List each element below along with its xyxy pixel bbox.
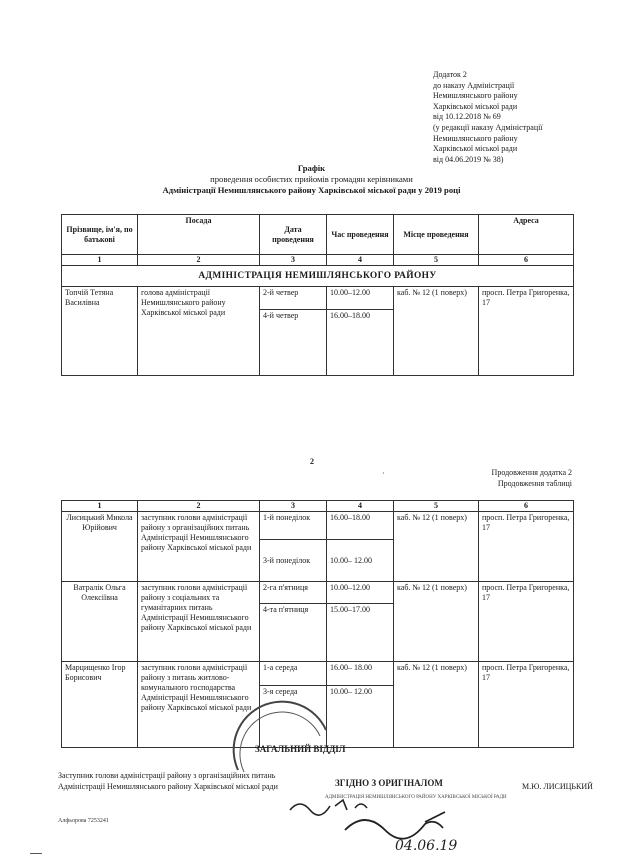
cell-position: заступник голови адміністрації району з соціальних та гуманітарних питань Адміністрації Немишлянського району Харківської міської ради (138, 582, 260, 662)
col-number: 6 (479, 501, 574, 512)
cell-date: 3-я середа (260, 686, 327, 748)
footer-line-1: Заступник голови адміністрації району з організаційних питань (58, 771, 276, 780)
cell-address: просп. Петра Григоренка, 17 (479, 582, 574, 662)
cell-position: заступник голови адміністрації району з питань житлово-комунального господарства Адміністрації Немишлянського району Харківської міської ради (138, 662, 260, 748)
cell-time: 10.00–12.00 (327, 287, 394, 310)
col-number: 5 (394, 501, 479, 512)
speck: · (382, 469, 385, 478)
signature-name: М.Ю. ЛИСИЦЬКИЙ (522, 782, 593, 791)
header-place: Місце проведення (394, 215, 479, 255)
title-line-1: Графік (297, 163, 326, 173)
appendix-note (433, 70, 543, 165)
appendix-line: Немишлянського району (433, 133, 518, 143)
footer-line-2: Адміністрації Немишлянського району Харківської міської ради (58, 781, 278, 791)
title-line-3: Адміністрації Немишлянського району Харківської міської ради у 2019 році (162, 185, 461, 195)
table-row (62, 512, 574, 540)
cell-address: просп. Петра Григоренка, 17 (479, 662, 574, 748)
handwritten-signature-2 (345, 812, 445, 839)
cell-name: Ватралік Ольга Олексіївна (62, 582, 138, 662)
col-number: 3 (260, 255, 327, 266)
cell-date: 1-й понеділок (260, 512, 327, 540)
handwritten-date: 04.06.19 (395, 838, 458, 854)
cell-date: 4-й четвер (260, 310, 327, 376)
cell-time: 10.00–12.00 (327, 582, 394, 604)
cell-time: 16.00–18.00 (327, 512, 394, 540)
cell-date: 3-й понеділок (260, 540, 327, 582)
table-row (62, 662, 574, 686)
certification-stamp (285, 778, 507, 860)
header-date: Дата проведення (260, 215, 327, 255)
title-line-2: проведення особистих прийомів громадян керівниками (210, 174, 413, 184)
cell-place: каб. № 12 (1 поверх) (394, 582, 479, 662)
continuation-note (440, 468, 572, 489)
appendix-line: від 04.06.2019 № 38) (433, 154, 504, 164)
appendix-line: Харківської міської ради (433, 144, 518, 154)
cell-place: каб. № 12 (1 поверх) (394, 287, 479, 376)
header-address: Адреса (479, 215, 574, 255)
cell-position: голова адміністрації Немишлянського району Харківської міської ради (138, 287, 260, 376)
table-row (62, 582, 574, 604)
appendix-line: від 10.12.2018 № 69 (433, 112, 501, 122)
page-number: 2 (310, 457, 314, 466)
appendix-line: Немишлянського району (433, 91, 518, 101)
appendix-line: Харківської міської ради (433, 101, 518, 111)
cell-position: заступник голови адміністрації району з організаційних питань Адміністрації Немишлянського району Харківської міської ради (138, 512, 260, 582)
cell-time: 10.00– 12.00 (327, 686, 394, 748)
appendix-line: Додаток 2 (433, 70, 467, 79)
col-number: 4 (327, 255, 394, 266)
col-number: 2 (138, 501, 260, 512)
col-number: 3 (260, 501, 327, 512)
col-number: 1 (62, 255, 138, 266)
cell-time: 15.00–17.00 (327, 604, 394, 662)
schedule-table-page1 (61, 214, 574, 376)
document-title (0, 163, 623, 196)
appendix-line: до наказу Адміністрації (433, 80, 515, 90)
header-name: Прізвище, ім'я, по батькові (62, 215, 138, 255)
cell-name: Лисицький Микола Юрійович (62, 512, 138, 582)
cell-address: просп. Петра Григоренка, 17 (479, 512, 574, 582)
col-number: 1 (62, 501, 138, 512)
handwritten-signature (290, 800, 367, 815)
continuation-line-2: Продовження таблиці (497, 478, 572, 488)
col-number: 5 (394, 255, 479, 266)
continuation-line-1: Продовження додатка 2 (491, 468, 572, 477)
cell-place: каб. № 12 (1 поверх) (394, 662, 479, 748)
cell-date: 4-та п'ятниця (260, 604, 327, 662)
table-row (62, 287, 574, 310)
page-mark (30, 853, 42, 854)
col-number: 4 (327, 501, 394, 512)
cell-name: Марцищенко Ігор Борисович (62, 662, 138, 748)
cell-address: просп. Петра Григоренка, 17 (479, 287, 574, 376)
org-heading: АДМІНІСТРАЦІЯ НЕМИШЛЯНСЬКОГО РАЙОНУ (62, 266, 574, 287)
col-number: 2 (138, 255, 260, 266)
cell-name: Топчій Тетяна Василівна (62, 287, 138, 376)
cell-time: 16.00– 18.00 (327, 662, 394, 686)
cell-date: 2-га п'ятниця (260, 582, 327, 604)
cell-place: каб. № 12 (1 поверх) (394, 512, 479, 582)
copy-sub-text: АДМІНІСТРАЦІЯ НЕМИШЛЯНСЬКОГО РАЙОНУ ХАРКІВСЬКОЇ МІСЬКОЇ РАДИ (325, 795, 507, 800)
header-time: Час проведення (327, 215, 394, 255)
cell-date: 2-й четвер (260, 287, 327, 310)
appendix-line: (у редакції наказу Адміністрації (433, 122, 543, 132)
stamp-department-text: ЗАГАЛЬНИЙ ВІДДІЛ (255, 744, 346, 754)
col-number: 6 (479, 255, 574, 266)
copy-mark-text: ЗГІДНО З ОРИГІНАЛОМ (335, 778, 443, 788)
header-position: Посада (138, 215, 260, 255)
cell-time: 16.00–18.00 (327, 310, 394, 376)
executor-note: Алфьорова 7253241 (58, 818, 109, 824)
cell-date: 1-а середа (260, 662, 327, 686)
cell-time: 10.00– 12.00 (327, 540, 394, 582)
